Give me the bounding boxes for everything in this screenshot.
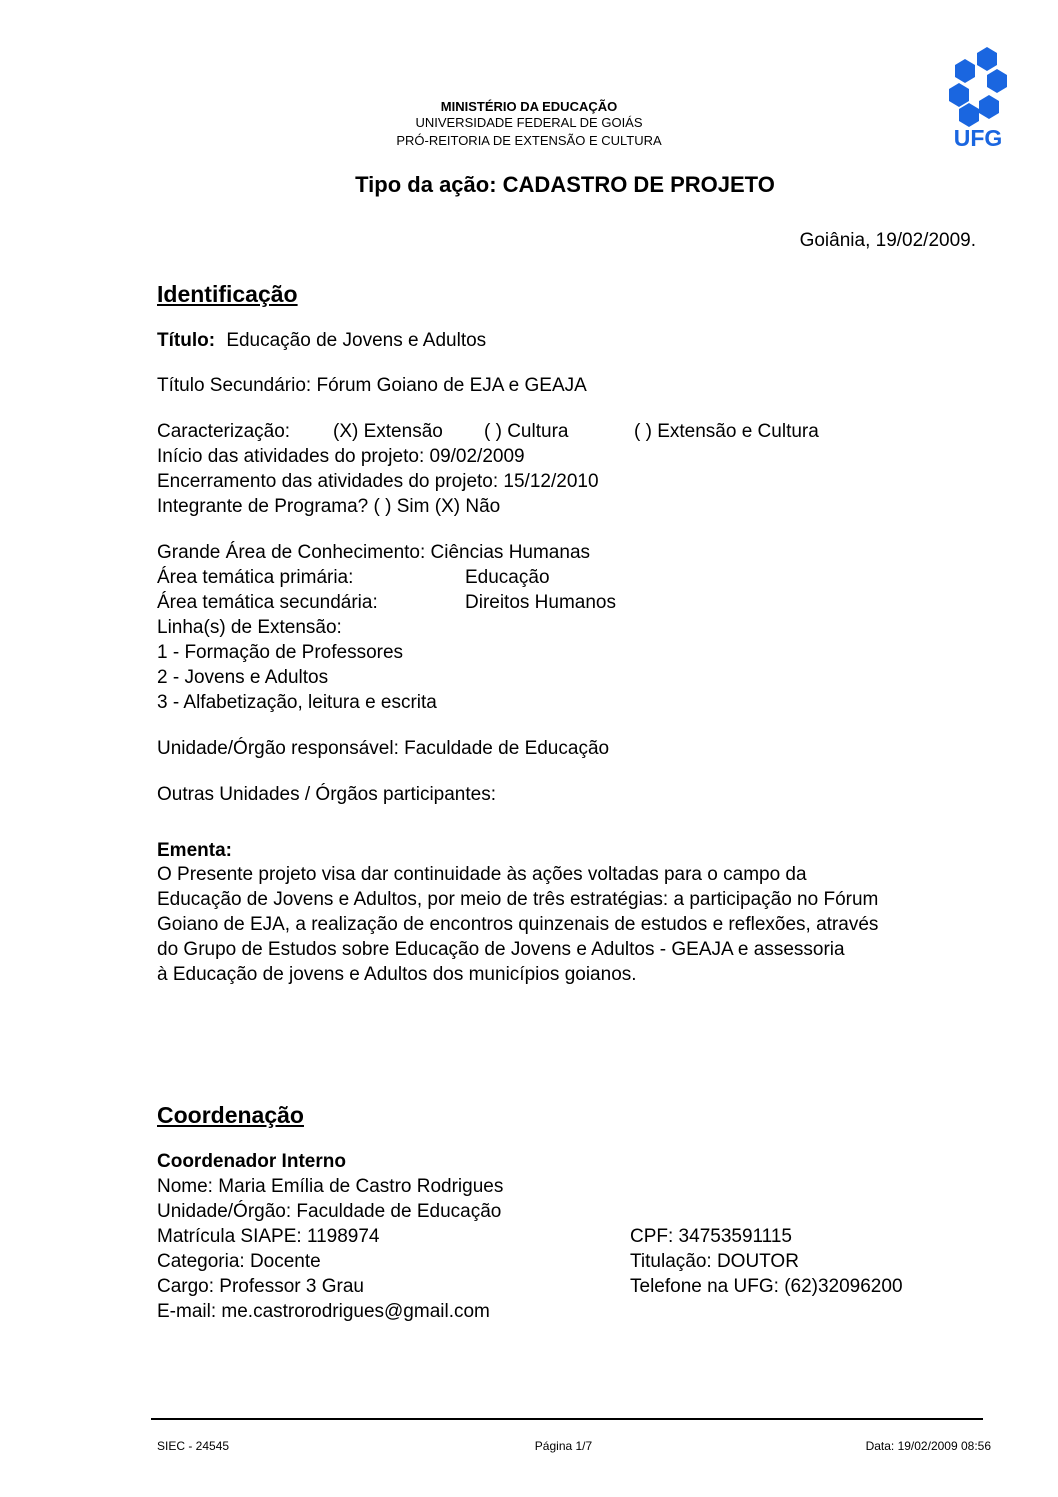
coordenador-categoria: Categoria: Docente [157,1251,321,1272]
caracterizacao-extensao: (X) Extensão [333,421,443,442]
footer-divider [151,1418,983,1420]
ementa-label: Ementa: [157,840,232,861]
coordenador-interno-label: Coordenador Interno [157,1151,346,1172]
logo-text: UFG [953,125,1003,150]
titulo-row [157,328,486,353]
integrante-programa: Integrante de Programa? ( ) Sim (X) Não [157,496,501,517]
document-title: Tipo da ação: CADASTRO DE PROJETO [355,172,775,197]
coordenador-nome: Nome: Maria Emília de Castro Rodrigues [157,1176,504,1197]
footer-siec: SIEC - 24545 [157,1439,230,1453]
coordenador-cpf: CPF: 34753591115 [630,1226,792,1247]
logo-hex-2 [955,59,975,83]
outras-unidades: Outras Unidades / Órgãos participantes: [157,784,497,805]
footer-page-number: Página 1/7 [534,1439,593,1453]
linha-item: 3 - Alfabetização, leitura e escrita [157,692,437,713]
unidade-responsavel: Unidade/Órgão responsável: Faculdade de Educação [157,738,610,759]
header-dept: PRÓ-REITORIA DE EXTENSÃO E CULTURA [396,133,662,148]
coordenador-cargo: Cargo: Professor 3 Grau [157,1276,364,1297]
logo-hex-4 [949,83,969,107]
linhas-label: Linha(s) de Extensão: [157,617,342,638]
area-secundaria-label: Área temática secundária: [157,592,378,613]
titulo-label: Título: [157,330,216,351]
linha-item: 1 - Formação de Professores [157,642,404,663]
ementa-line: do Grupo de Estudos sobre Educação de Jovens e Adultos - GEAJA e assessoria [157,939,845,960]
area-primaria-label: Área temática primária: [157,567,354,588]
ufg-logo [945,45,1011,150]
coordenador-telefone: Telefone na UFG: (62)32096200 [630,1276,903,1297]
linha-item: 2 - Jovens e Adultos [157,667,329,688]
footer-date: Data: 19/02/2009 08:56 [865,1439,991,1453]
section-identificacao: Identificação [157,281,298,307]
logo-hex-3 [987,69,1007,93]
header-ministry: MINISTÉRIO DA EDUCAÇÃO [440,99,618,114]
logo-hex-7 [959,103,979,127]
ementa-line: Educação de Jovens e Adultos, por meio de três estratégias: a participação no Fórum [157,889,879,910]
inicio-atividades: Início das atividades do projeto: 09/02/2009 [157,446,525,467]
header-university: UNIVERSIDADE FEDERAL DE GOIÁS [415,115,643,130]
encerramento-atividades: Encerramento das atividades do projeto: 15/12/2010 [157,471,599,492]
date-line: Goiânia, 19/02/2009. [799,230,976,251]
coordenador-matricula: Matrícula SIAPE: 1198974 [157,1226,380,1247]
area-secundaria-value: Direitos Humanos [465,592,616,613]
coordenador-unidade: Unidade/Órgão: Faculdade de Educação [157,1201,502,1222]
grande-area: Grande Área de Conhecimento: Ciências Humanas [157,542,591,563]
coordenador-titulacao: Titulação: DOUTOR [630,1251,799,1272]
caracterizacao-cultura: ( ) Cultura [484,421,569,442]
ementa-line: O Presente projeto visa dar continuidade às ações voltadas para o campo da [157,864,807,885]
ementa-line: Goiano de EJA, a realização de encontros quinzenais de estudos e reflexões, através [157,914,879,935]
titulo-secundario: Título Secundário: Fórum Goiano de EJA e GEAJA [157,375,587,396]
area-primaria-value: Educação [465,567,550,588]
caracterizacao-extensao-cultura: ( ) Extensão e Cultura [634,421,819,442]
section-coordenacao: Coordenação [157,1102,304,1128]
caracterizacao-label: Caracterização: [157,421,291,442]
titulo-value: Educação de Jovens e Adultos [226,330,487,351]
logo-hex-1 [977,47,997,71]
ementa-line: à Educação de jovens e Adultos dos municípios goianos. [157,964,637,985]
coordenador-email: E-mail: me.castrorodrigues@gmail.com [157,1301,490,1322]
